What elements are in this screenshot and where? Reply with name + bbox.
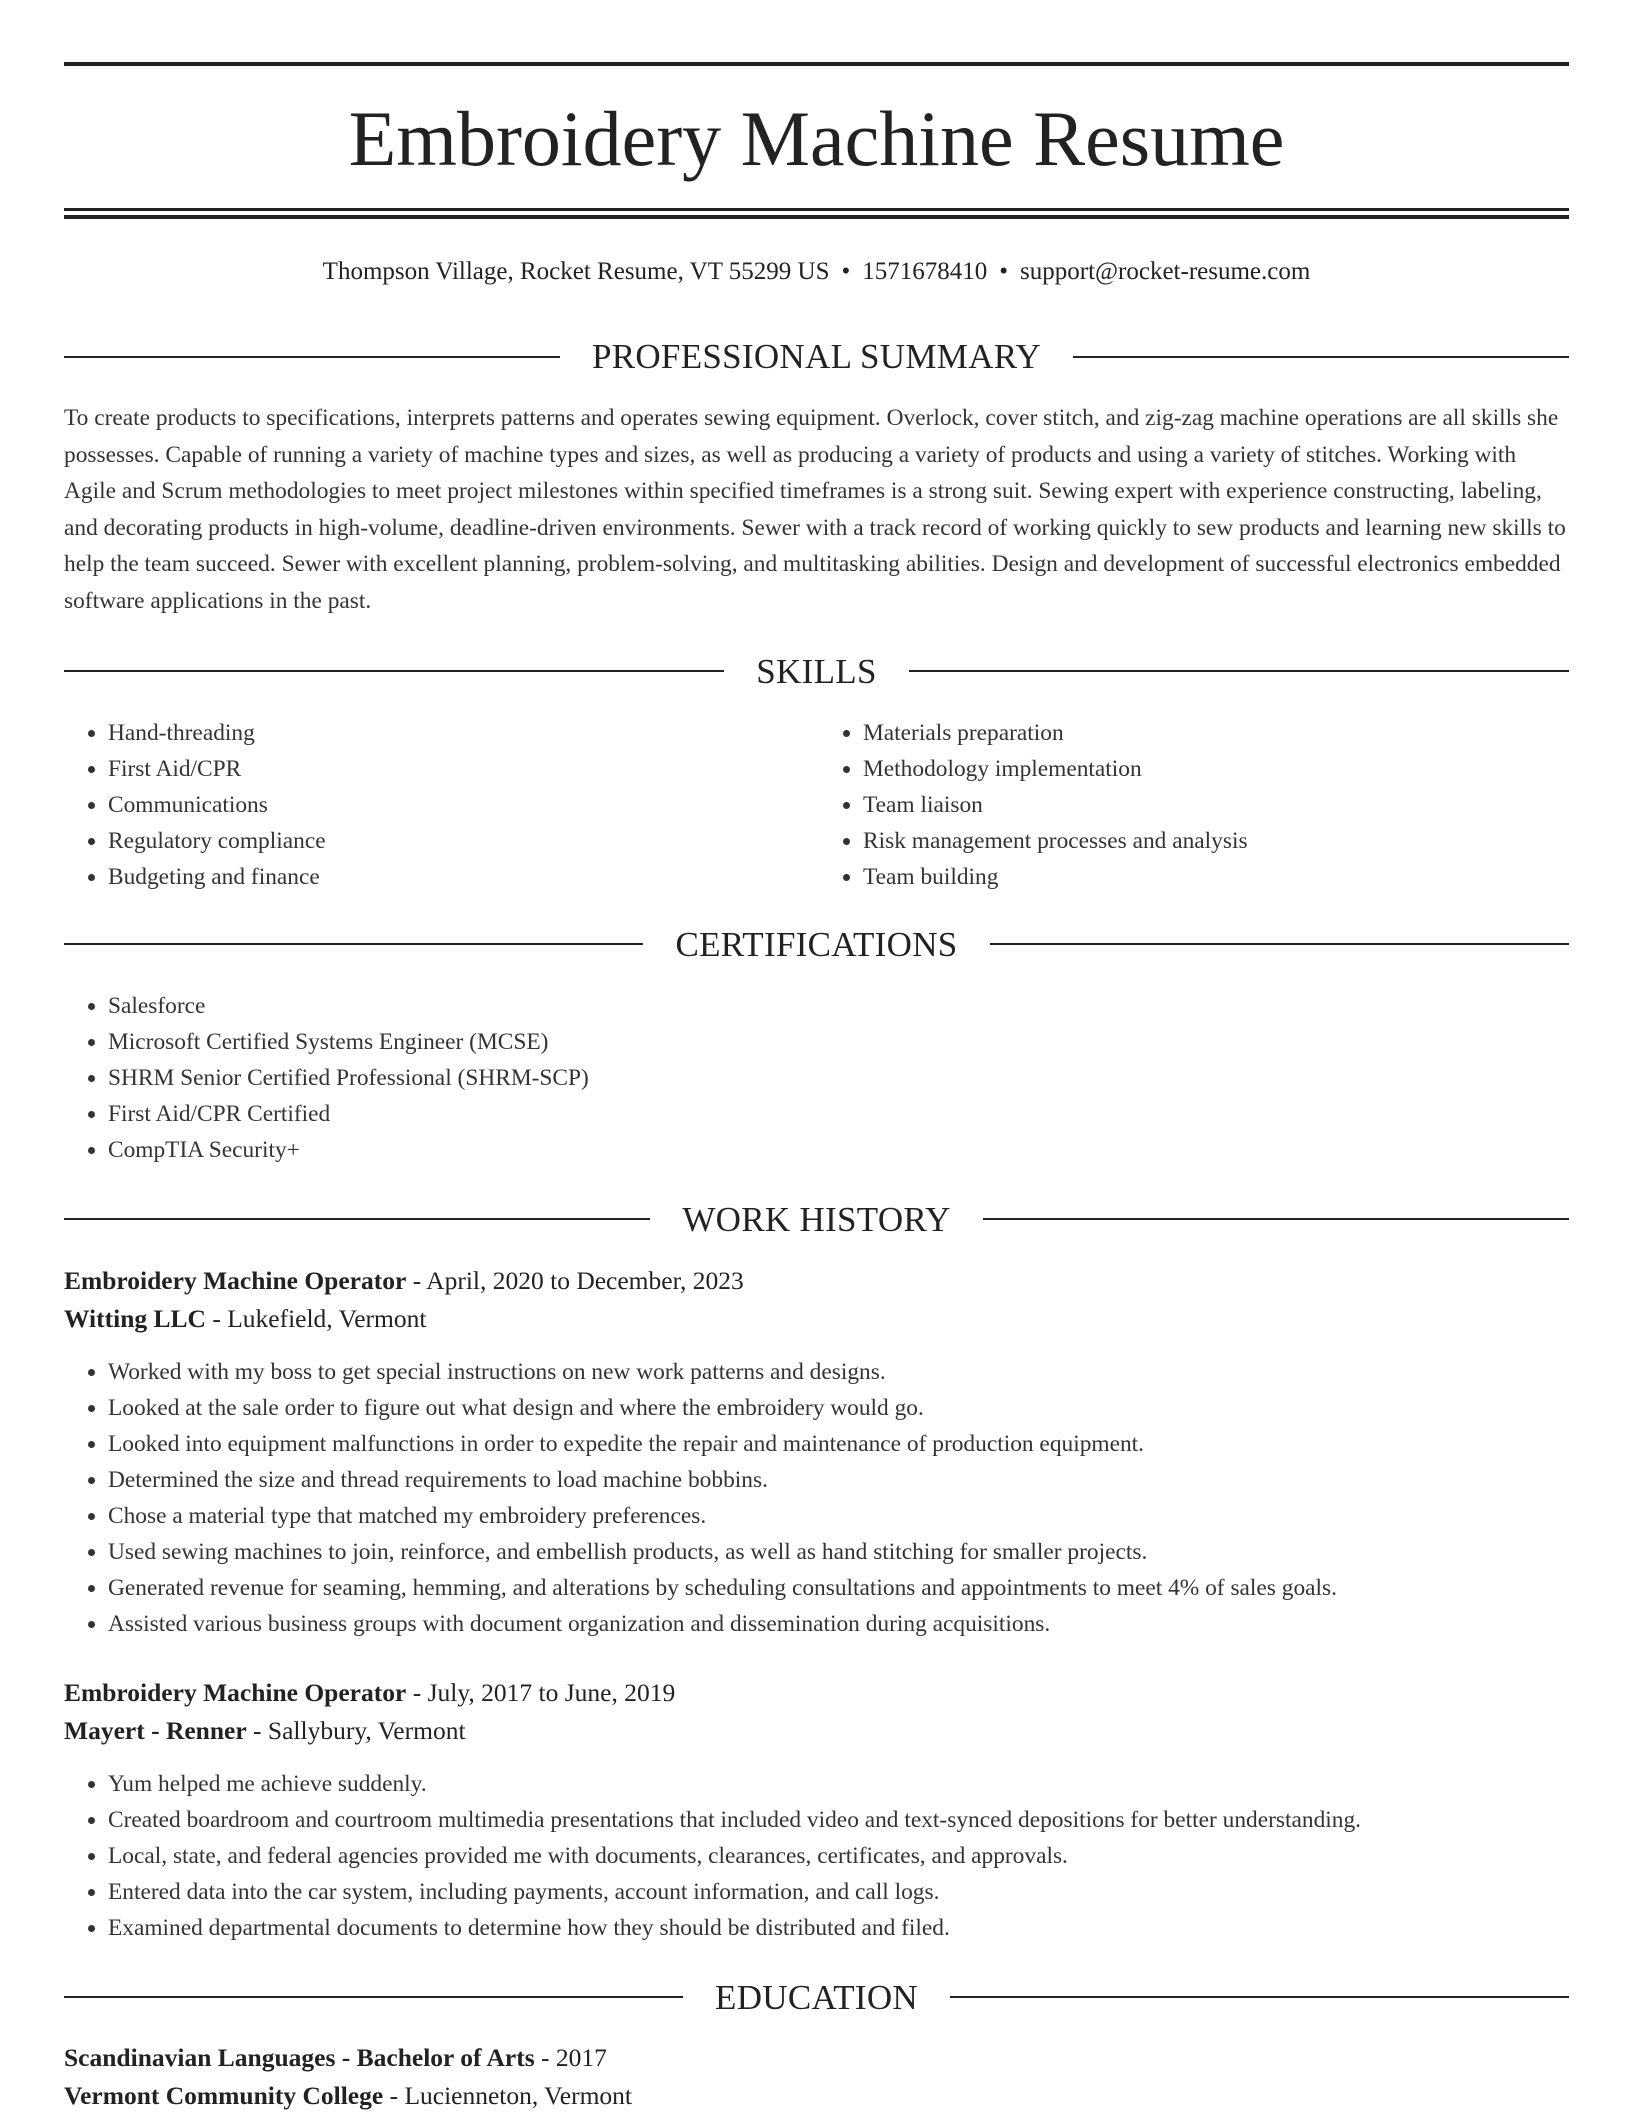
heading-rule-left [64, 1996, 683, 1998]
heading-rule-left [64, 356, 560, 358]
contact-separator: • [841, 258, 851, 285]
work-heading: WORK HISTORY [682, 1199, 951, 1239]
education-degree-line: Scandinavian Languages - Bachelor of Arts - 2017 [64, 2042, 607, 2072]
job-location: Lukefield, Vermont [227, 1303, 427, 1333]
contact-separator: • [999, 258, 1009, 285]
skills-heading-row [64, 651, 1569, 691]
job-title: Embroidery Machine Operator [64, 1677, 407, 1707]
job-company: Mayert - Renner [64, 1715, 247, 1745]
list-item: • Team building [863, 859, 1569, 895]
education-heading-row [64, 1977, 1569, 2017]
list-item: • First Aid/CPR Certified [108, 1096, 1569, 1132]
contact-phone: 1571678410 [862, 258, 988, 285]
job-location: Sallybury, Vermont [267, 1715, 466, 1745]
job-title-line: Embroidery Machine Operator - July, 2017 to June, 2019 [64, 1677, 676, 1707]
education-heading: EDUCATION [715, 1977, 918, 2017]
heading-rule-left [64, 670, 724, 672]
heading-rule-left [64, 943, 643, 945]
list-item: • Yum helped me achieve suddenly. [108, 1766, 1569, 1802]
education-entry [64, 2039, 1569, 2112]
list-item: • Hand-threading [108, 715, 814, 751]
job-title: Embroidery Machine Operator [64, 1265, 407, 1295]
resume-title: Embroidery Machine Resume [348, 95, 1285, 182]
list-item: • Assisted various business groups with document organization and dissemination during acquisitions. [108, 1606, 1569, 1642]
skills-grid [64, 715, 1569, 895]
job-dates: July, 2017 to June, 2019 [427, 1677, 676, 1707]
skills-list-left [64, 715, 814, 895]
education-school: Vermont Community College [64, 2080, 384, 2110]
job-company: Witting LLC [64, 1303, 206, 1333]
contact-address: Thompson Village, Rocket Resume, VT 55299 US [322, 258, 830, 285]
list-item: • Local, state, and federal agencies provided me with documents, clearances, certificates, and approvals. [108, 1838, 1569, 1874]
list-item: • Created boardroom and courtroom multimedia presentations that included video and text-synced depositions for better understanding. [108, 1802, 1569, 1838]
list-item: • Chose a material type that matched my embroidery preferences. [108, 1498, 1569, 1534]
summary-heading: PROFESSIONAL SUMMARY [591, 337, 1042, 376]
list-item: • Regulatory compliance [108, 823, 814, 859]
education-year: 2017 [555, 2042, 607, 2072]
list-item: • Determined the size and thread requirements to load machine bobbins. [108, 1462, 1569, 1498]
certifications-heading: CERTIFICATIONS [675, 924, 958, 964]
job-company-line: Witting LLC - Lukefield, Vermont [64, 1303, 427, 1333]
list-item: • Risk management processes and analysis [863, 823, 1569, 859]
job-entry [64, 1674, 1569, 1946]
job-title-line: Embroidery Machine Operator - April, 2020 to December, 2023 [64, 1265, 744, 1295]
skills-list-right [814, 715, 1569, 895]
heading-rule-left [64, 1218, 650, 1220]
list-item: • First Aid/CPR [108, 751, 814, 787]
list-item: • Generated revenue for seaming, hemming, and alterations by scheduling consultations and appointments to meet 4% of sales goals. [108, 1570, 1569, 1606]
contact-email: support@rocket-resume.com [1020, 258, 1311, 285]
list-item: • Used sewing machines to join, reinforce, and embellish products, as well as hand stitching for smaller projects. [108, 1534, 1569, 1570]
contact-line [64, 257, 1569, 287]
list-item: • Budgeting and finance [108, 859, 814, 895]
list-item: • Looked into equipment malfunctions in order to expedite the repair and maintenance of production equipment. [108, 1426, 1569, 1462]
job-bullets [64, 1766, 1569, 1946]
list-item: • Communications [108, 787, 814, 823]
summary-text: To create products to specifications, interprets patterns and operates sewing equipment. Overlock, cover stitch, and zig-zag machine operations are all skills she possesses. Capable of running a variety of machine types and sizes, as well as producing a variety of products and using a variety of stitches. Working with Agile and Scrum methodologies to meet project milestones within specified timeframes is a strong suit. Sewing expert with experience constructing, labeling, and decorating products in high-volume, deadline-driven environments. Sewer with a track record of working quickly to sew products and learning new skills to help the team succeed. Sewer with excellent planning, problem-solving, and multitasking abilities. Design and development of successful electronics embedded software applications in the past. [64, 405, 1566, 614]
job-dates: April, 2020 to December, 2023 [426, 1265, 744, 1295]
list-item: • Entered data into the car system, including payments, account information, and call logs. [108, 1874, 1569, 1910]
certifications-list [64, 988, 1569, 1168]
heading-rule-right [983, 1218, 1569, 1220]
list-item: • Worked with my boss to get special instructions on new work patterns and designs. [108, 1354, 1569, 1390]
summary-heading-row [64, 339, 1569, 374]
heading-rule-right [1073, 356, 1569, 358]
top-rule [64, 62, 1569, 66]
heading-rule-right [909, 670, 1569, 672]
work-heading-row [64, 1199, 1569, 1239]
list-item: • Methodology implementation [863, 751, 1569, 787]
skills-heading: SKILLS [756, 651, 877, 691]
list-item: • Salesforce [108, 988, 1569, 1024]
heading-rule-right [950, 1996, 1569, 1998]
list-item: • Looked at the sale order to figure out what design and where the embroidery would go. [108, 1390, 1569, 1426]
job-company-line: Mayert - Renner - Sallybury, Vermont [64, 1715, 466, 1745]
job-bullets [64, 1354, 1569, 1642]
list-item: • CompTIA Security+ [108, 1132, 1569, 1168]
education-degree: Scandinavian Languages - Bachelor of Arts [64, 2042, 535, 2072]
list-item: • Examined departmental documents to determine how they should be distributed and filed. [108, 1910, 1569, 1946]
education-school-line: Vermont Community College - Lucienneton, Vermont [64, 2080, 632, 2110]
education-location: Lucienneton, Vermont [404, 2080, 632, 2110]
certifications-heading-row [64, 924, 1569, 964]
title-double-rule [64, 208, 1569, 219]
heading-rule-right [990, 943, 1569, 945]
list-item: • Materials preparation [863, 715, 1569, 751]
list-item: • Microsoft Certified Systems Engineer (MCSE) [108, 1024, 1569, 1060]
list-item: • SHRM Senior Certified Professional (SHRM-SCP) [108, 1060, 1569, 1096]
list-item: • Team liaison [863, 787, 1569, 823]
job-entry [64, 1262, 1569, 1642]
